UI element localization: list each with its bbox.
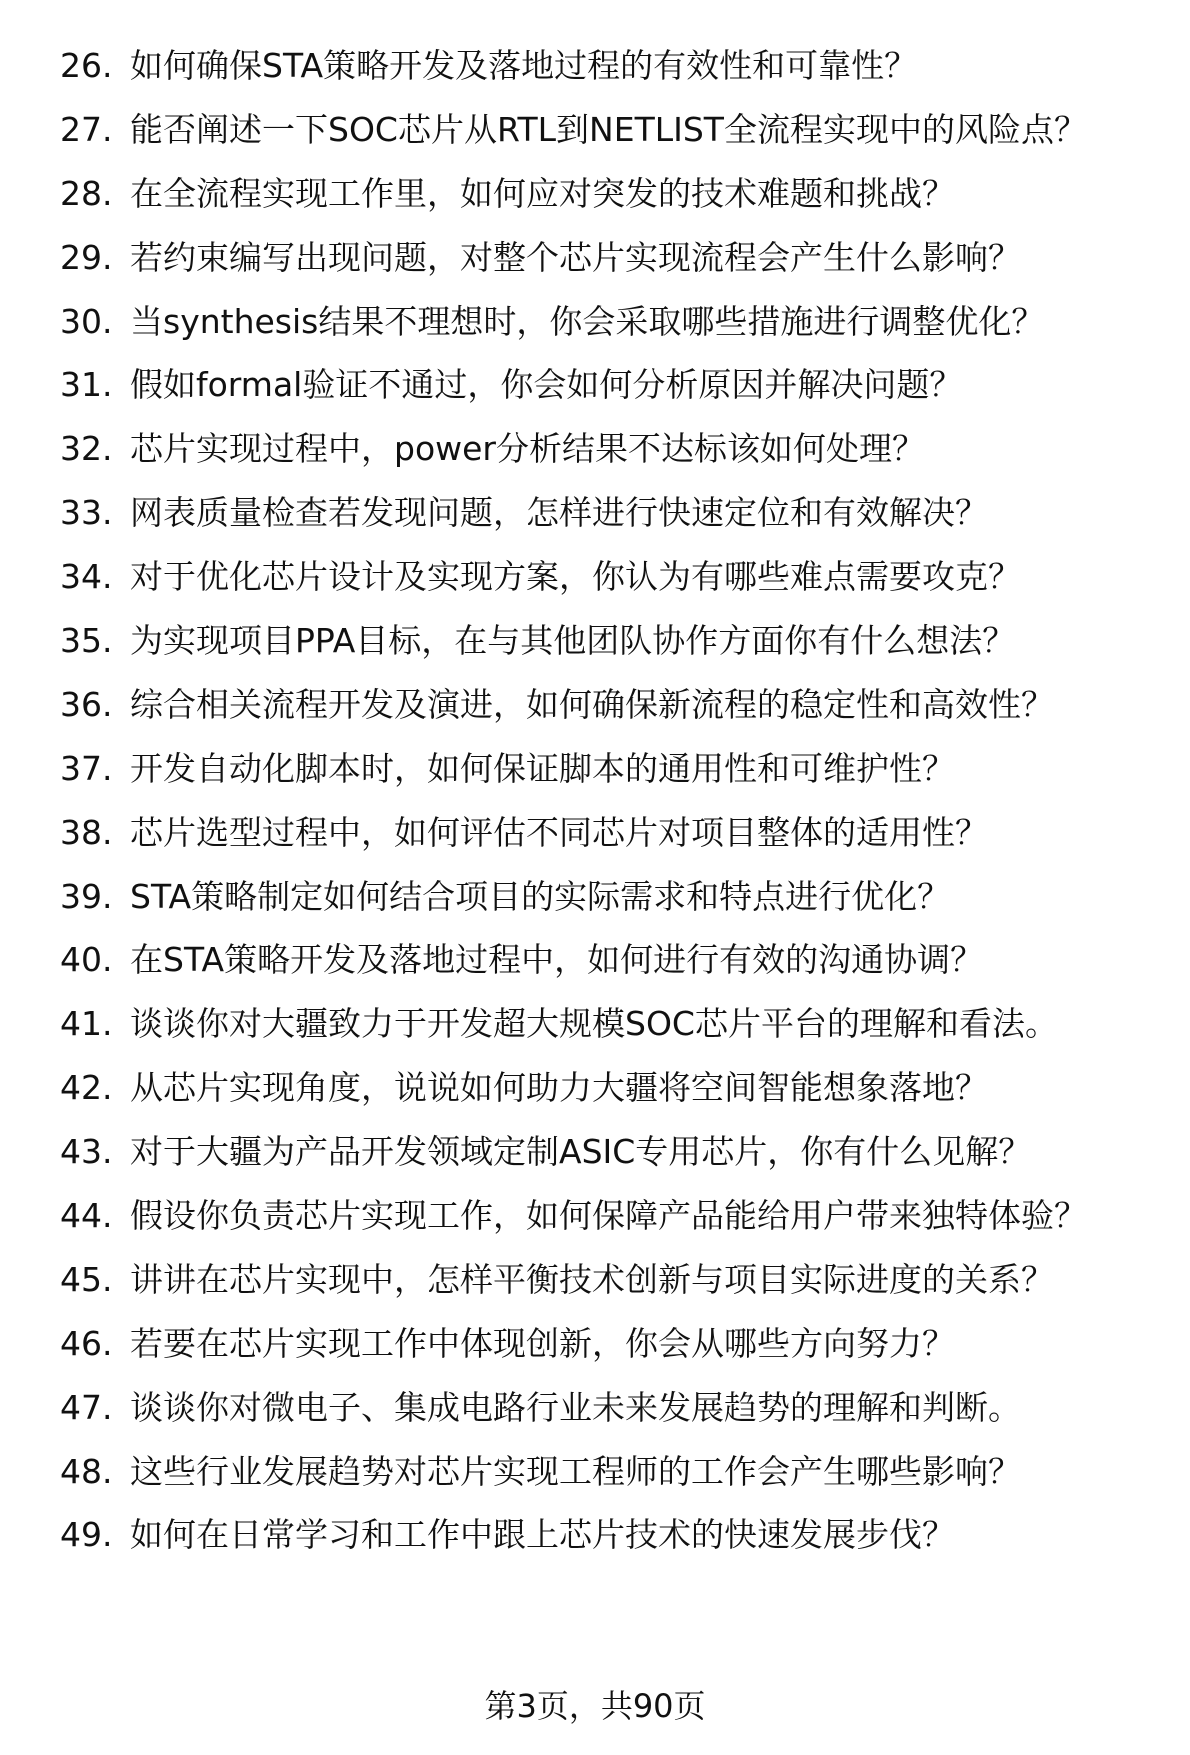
question-number: 37. [60,748,113,788]
question-number: 28. [60,173,113,213]
question-item [0,747,1190,791]
question-text: 假设你负责芯片实现工作，如何保障产品能给用户带来独特体验？ [130,1196,1087,1236]
question-text: 在全流程实现工作里，如何应对突发的技术难题和挑战？ [130,173,955,213]
question-text: 谈谈你对大疆致力于开发超大规模SOC芯片平台的理解和看法。 [130,1004,1058,1044]
question-item [0,427,1190,471]
question-text: 若约束编写出现问题，对整个芯片实现流程会产生什么影响？ [130,237,1021,277]
question-number: 31. [60,365,113,405]
question-item [0,1450,1190,1494]
question-text: 网表质量检查若发现问题，怎样进行快速定位和有效解决？ [130,493,988,533]
question-text: STA策略制定如何结合项目的实际需求和特点进行优化？ [130,876,951,916]
question-number: 46. [60,1323,113,1363]
question-number: 33. [60,493,113,533]
question-item [0,363,1190,407]
question-item [0,491,1190,535]
question-item [0,1386,1190,1430]
question-number: 38. [60,812,113,852]
question-text: 从芯片实现角度，说说如何助力大疆将空间智能想象落地？ [130,1068,988,1108]
question-item [0,300,1190,344]
question-text: 芯片实现过程中，power分析结果不达标该如何处理？ [130,429,925,469]
question-item [0,236,1190,280]
question-text: 对于优化芯片设计及实现方案，你认为有哪些难点需要攻克？ [130,557,1021,597]
question-item [0,875,1190,919]
question-text: 开发自动化脚本时，如何保证脚本的通用性和可维护性？ [130,748,955,788]
question-number: 44. [60,1196,113,1236]
question-number: 34. [60,557,113,597]
question-text: 假如formal验证不通过，你会如何分析原因并解决问题？ [130,365,963,405]
question-number: 35. [60,621,113,661]
question-item [0,1513,1190,1557]
question-item [0,1002,1190,1046]
question-number: 26. [60,46,113,85]
question-text: 对于大疆为产品开发领域定制ASIC专用芯片，你有什么见解？ [130,1132,1032,1172]
question-text: 综合相关流程开发及演进，如何确保新流程的稳定性和高效性？ [130,684,1054,724]
question-number: 30. [60,301,113,341]
question-item [0,938,1190,982]
question-item [0,1322,1190,1366]
question-item [0,1130,1190,1174]
question-number: 45. [60,1259,113,1299]
question-text: 能否阐述一下SOC芯片从RTL到NETLIST全流程实现中的风险点？ [130,109,1087,149]
question-text: 芯片选型过程中，如何评估不同芯片对项目整体的适用性？ [130,812,988,852]
question-number: 47. [60,1387,113,1427]
question-item [0,619,1190,663]
question-item [0,108,1190,152]
question-item [0,172,1190,216]
question-number: 39. [60,876,113,916]
question-text: 如何在日常学习和工作中跟上芯片技术的快速发展步伐？ [130,1515,955,1555]
question-text: 当synthesis结果不理想时，你会采取哪些措施进行调整优化？ [130,301,1045,341]
question-number: 29. [60,237,113,277]
question-text: 若要在芯片实现工作中体现创新，你会从哪些方向努力？ [130,1323,955,1363]
question-number: 42. [60,1068,113,1108]
question-number: 43. [60,1132,113,1172]
question-number: 41. [60,1004,113,1044]
page-footer: 第3页，共90页 [484,1687,706,1725]
question-text: 谈谈你对微电子、集成电路行业未来发展趋势的理解和判断。 [130,1387,1021,1427]
question-item [0,1194,1190,1238]
question-item [0,683,1190,727]
question-list [0,44,1190,1577]
question-number: 40. [60,940,113,980]
question-number: 48. [60,1451,113,1491]
question-text: 为实现项目PPA目标，在与其他团队协作方面你有什么想法？ [130,621,1016,661]
question-item [0,811,1190,855]
question-text: 如何确保STA策略开发及落地过程的有效性和可靠性？ [130,46,918,85]
question-number: 27. [60,109,113,149]
question-item [0,1258,1190,1302]
question-text: 讲讲在芯片实现中，怎样平衡技术创新与项目实际进度的关系？ [130,1259,1054,1299]
question-text: 这些行业发展趋势对芯片实现工程师的工作会产生哪些影响？ [130,1451,1021,1491]
question-number: 32. [60,429,113,469]
question-number: 36. [60,684,113,724]
question-text: 在STA策略开发及落地过程中，如何进行有效的沟通协调？ [130,940,984,980]
question-item [0,555,1190,599]
question-item [0,1066,1190,1110]
question-item [0,44,1190,88]
question-number: 49. [60,1515,113,1555]
